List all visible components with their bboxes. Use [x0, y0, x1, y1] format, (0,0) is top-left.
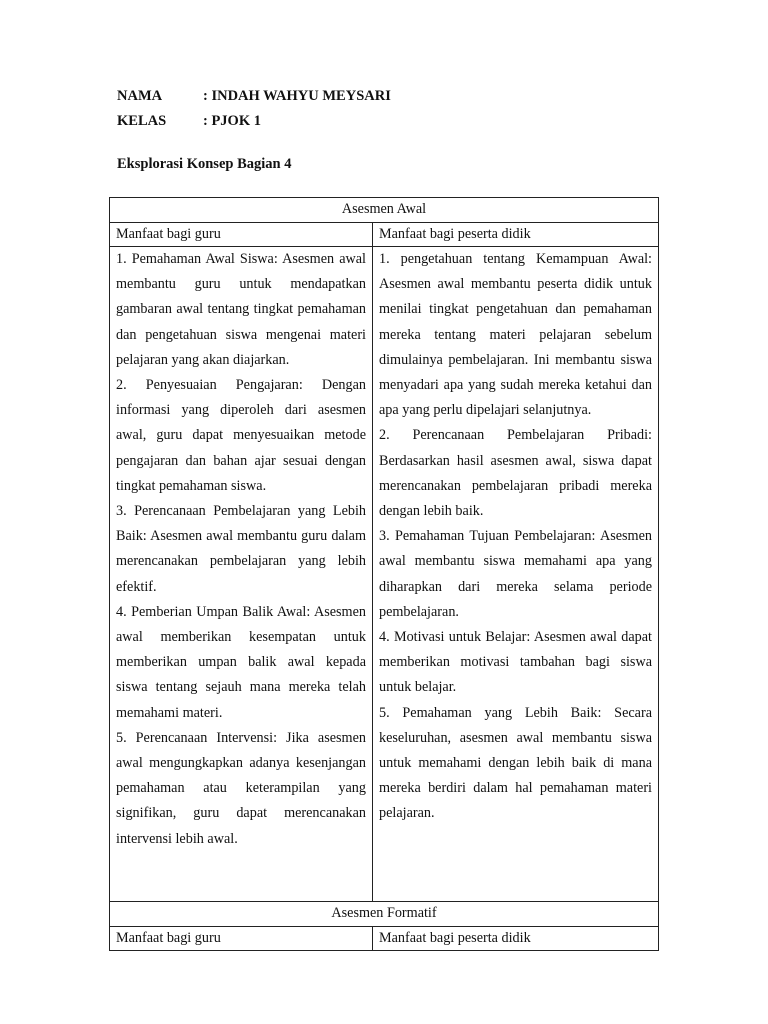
- name-value: : INDAH WAHYU MEYSARI: [203, 88, 391, 104]
- teacher-benefit-item: 5. Perencanaan Intervensi: Jika asesmen awal mengungkapkan adanya kesenjangan pemahaman atau keterampilan yang signifikan, guru dapat merencanakan intervensi lebih awal.: [116, 729, 366, 847]
- student-benefit-item: 3. Pemahaman Tujuan Pembelajaran: Asesmen awal membantu siswa memahami apa yang diharapkan dari mereka selama periode pembelajaran.: [379, 528, 652, 620]
- teacher-benefits-cell: [110, 247, 373, 902]
- section-title: Asesmen Awal: [110, 198, 659, 223]
- student-benefit-header: Manfaat bagi peserta didik: [373, 223, 659, 247]
- student-benefit-item: 1. pengetahuan tentang Kemampuan Awal: Asesmen awal membantu peserta didik untuk menilai tingkat pengetahuan dan pemahaman mereka tentang materi pelajaran sebelum dimulainya pembelajaran. Ini membantu siswa menyadari apa yang sudah mereka ketahui dan apa yang perlu dipelajari selanjutnya.: [379, 251, 652, 419]
- column-header-row: [110, 927, 659, 951]
- content-row: [110, 247, 659, 902]
- student-benefit-item: 4. Motivasi untuk Belajar: Asesmen awal dapat memberikan motivasi tambahan bagi siswa untuk belajar.: [379, 629, 652, 696]
- student-benefit-header: Manfaat bagi peserta didik: [373, 927, 659, 951]
- section-row-asesmen-formatif: [110, 902, 659, 927]
- student-benefit-item: 2. Perencanaan Pembelajaran Pribadi: Berdasarkan hasil asesmen awal, siswa dapat merencanakan pembelajaran pribadi mereka dengan lebih baik.: [379, 427, 652, 520]
- teacher-benefit-item: 1. Pemahaman Awal Siswa: Asesmen awal membantu guru untuk mendapatkan gambaran awal tentang tingkat pemahaman dan pengetahuan siswa mengenai materi pelajaran yang akan diajarkan.: [116, 251, 366, 368]
- name-label: NAMA: [117, 88, 163, 104]
- name-row: [117, 84, 391, 109]
- document-subtitle: Eksplorasi Konsep Bagian 4: [117, 156, 292, 172]
- column-header-row: [110, 223, 659, 247]
- teacher-benefit-header: Manfaat bagi guru: [110, 927, 373, 951]
- class-label: KELAS: [117, 113, 167, 129]
- student-benefits-cell: [373, 247, 659, 902]
- student-benefit-item: 5. Pemahaman yang Lebih Baik: Secara keseluruhan, asesmen awal membantu siswa untuk memahami dengan lebih baik di mana mereka berdiri dalam hal pemahaman materi pelajaran.: [379, 704, 652, 822]
- class-row: [117, 109, 391, 134]
- teacher-benefit-item: 4. Pemberian Umpan Balik Awal: Asesmen awal memberikan kesempatan untuk memberikan umpan balik awal kepada siswa tentang sejauh mana mereka telah memahami materi.: [116, 603, 366, 721]
- teacher-benefit-item: 2. Penyesuaian Pengajaran: Dengan informasi yang diperoleh dari asesmen awal, guru dapat menyesuaikan metode pengajaran dan bahan ajar sesuai dengan tingkat pemahaman siswa.: [116, 377, 366, 494]
- section-title: Asesmen Formatif: [110, 902, 659, 927]
- student-info: [117, 84, 391, 134]
- class-value: : PJOK 1: [203, 113, 261, 129]
- teacher-benefit-header: Manfaat bagi guru: [110, 223, 373, 247]
- assessment-table: [109, 197, 659, 951]
- teacher-benefit-item: 3. Perencanaan Pembelajaran yang Lebih Baik: Asesmen awal membantu guru dalam merencanakan pembelajaran yang lebih efektif.: [116, 503, 366, 595]
- section-row-asesmen-awal: [110, 198, 659, 223]
